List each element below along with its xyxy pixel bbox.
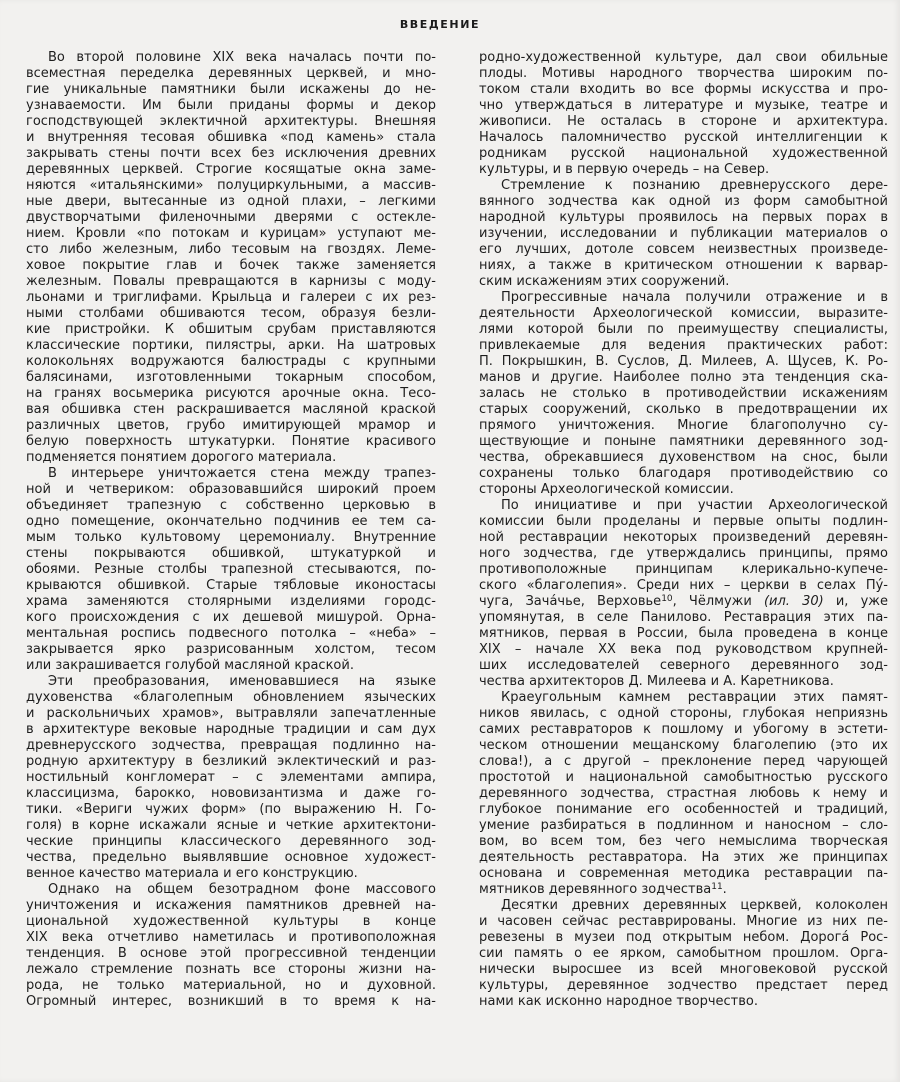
text-line — [26, 786, 436, 802]
text-line — [26, 738, 436, 754]
text-line — [479, 386, 888, 402]
text-run: током стали входить во все формы искусства и про- — [479, 82, 888, 97]
text-line — [479, 514, 888, 530]
text-line — [26, 850, 436, 866]
text-line — [479, 242, 888, 258]
text-line — [479, 930, 888, 946]
text-run: Однако на общем безотрадном фоне массового — [48, 882, 436, 897]
text-run: классицизма, барокко, нововизантизма и даже го- — [26, 786, 436, 801]
text-run: узнаваемости. Им были приданы формы и декор — [26, 98, 436, 113]
text-run: чества, обрекавшиеся духовенством на снос, были — [479, 450, 888, 465]
text-run: чно утверждаться в литературе и музыке, театре и — [479, 98, 888, 113]
text-line — [479, 658, 888, 674]
text-line — [26, 658, 436, 674]
text-line — [479, 466, 888, 482]
text-line — [479, 98, 888, 114]
text-line — [26, 978, 436, 994]
text-line — [26, 770, 436, 786]
text-run: тики. «Вериги чужих форм» (по выражению Н. Го- — [26, 802, 436, 817]
text-run: родно-художественной культуре, дал свои обильные — [479, 50, 888, 65]
text-run: Стремление к познанию древнерусского дере- — [501, 178, 888, 193]
text-line — [26, 98, 436, 114]
text-line — [26, 386, 436, 402]
text-run: живописи. Не осталась в стороне и архитектура. — [479, 114, 888, 129]
text-run: прямого уничтожения. Многие благополучно су- — [479, 418, 888, 433]
text-line — [26, 402, 436, 418]
text-line — [479, 610, 888, 626]
text-run: , Чёлмужи — [672, 594, 764, 609]
text-line — [479, 738, 888, 754]
text-run: вая обшивка стен раскрашивается масляной краской — [26, 402, 436, 417]
text-line — [26, 818, 436, 834]
text-run: Прогрессивные начала получили отражение и в — [501, 290, 888, 305]
text-run: культуры, деревянное зодчество предстает перед — [479, 978, 888, 993]
text-column-right — [479, 50, 888, 1010]
paragraph — [26, 466, 436, 674]
text-line — [26, 946, 436, 962]
text-line — [479, 962, 888, 978]
text-run: подменяется понятием дорогого материала. — [26, 450, 337, 465]
text-run: циональной художественной культуры в конце — [26, 914, 436, 929]
text-line — [26, 610, 436, 626]
text-run: всеместная переделка деревянных церквей, и мно- — [26, 66, 436, 81]
text-run: и внутренняя тесовая обшивка «под камень» стала — [26, 130, 436, 145]
text-run: ществующие и поныне памятники деревянного зод- — [479, 434, 888, 449]
text-line — [26, 962, 436, 978]
text-run: двустворчатыми филеночными дверями с остекле- — [26, 210, 436, 225]
text-run: ского «благолепия». Среди них – церкви в селах Пу́- — [479, 578, 888, 593]
text-line — [26, 162, 436, 178]
text-line — [26, 898, 436, 914]
text-line — [26, 82, 436, 98]
text-run: чуга, Зача́чье, Верховье — [479, 594, 662, 609]
text-line — [479, 370, 888, 386]
text-run: XIX – начале XX века под руководством крупней- — [479, 642, 888, 657]
text-line — [479, 50, 888, 66]
text-run: кого происхождения с их дешевой мишурой. Орна- — [26, 610, 436, 625]
text-run: различных цветов, грубо имитирующей мрамор и — [26, 418, 436, 433]
text-line — [26, 706, 436, 722]
text-run: мятников деревянного зодчества — [479, 882, 712, 897]
text-line — [479, 66, 888, 82]
text-line — [26, 178, 436, 194]
text-run: древнерусского зодчества, превращая подлинно на- — [26, 738, 436, 753]
text-run: крываются обшивкой. Старые тябловые иконостасы — [26, 578, 436, 593]
text-line — [479, 450, 888, 466]
text-run: ные двери, вытесанные из одной плахи, – легкими — [26, 194, 436, 209]
text-line — [479, 338, 888, 354]
text-run: ревезены в музеи под открытым небом. Дорога́ Рос- — [479, 930, 888, 945]
text-run: упомянутая, в селе Панилово. Реставрация этих па- — [479, 610, 888, 625]
text-run: закрывать стены почти всех без исключения древних — [26, 146, 436, 161]
text-run: мятников, первая в России, была проведена в конце — [479, 626, 888, 641]
text-line — [26, 242, 436, 258]
text-line — [26, 354, 436, 370]
footnote-reference: 10 — [661, 594, 673, 604]
text-run: ного зодчества, где утверждались принципы, прямо — [479, 546, 888, 561]
text-run: ной реставрации некоторых произведений деревян- — [479, 530, 888, 545]
text-line — [479, 146, 888, 162]
text-run: балясинами, изготовленными токарным способом, — [26, 370, 436, 385]
text-line — [26, 514, 436, 530]
text-line — [26, 290, 436, 306]
text-line — [479, 882, 888, 898]
text-line — [26, 914, 436, 930]
text-line — [479, 706, 888, 722]
text-line — [479, 82, 888, 98]
text-line — [26, 210, 436, 226]
footnote-reference: 11 — [711, 882, 723, 892]
text-line — [26, 418, 436, 434]
text-run: нически выросшее из всей многовековой русской — [479, 962, 888, 977]
text-line — [26, 130, 436, 146]
text-run: кие пристройки. К обшитым срубам приставляются — [26, 322, 436, 337]
text-run: родную архитектуру в безликий эклектический и раз- — [26, 754, 436, 769]
text-run: слова!), а с другой – преклонение перед чарующей — [479, 754, 888, 769]
text-run: его лучших, дотоле совсем неизвестных произведе- — [479, 242, 888, 257]
text-run: родникам русской национальной художественной — [479, 146, 888, 161]
text-line — [26, 66, 436, 82]
text-run: деятельность реставратора. На этих же принципах — [479, 850, 888, 865]
text-line — [479, 946, 888, 962]
text-run: XIX века отчетливо наметилась и противоположная — [26, 930, 436, 945]
text-line — [479, 194, 888, 210]
text-line — [479, 818, 888, 834]
text-run: Краеугольным камнем реставрации этих памят- — [501, 690, 888, 705]
text-run: уничтожения и искажения памятников древней на- — [26, 898, 436, 913]
text-run: Эти преобразования, именовавшиеся на языке — [48, 674, 436, 689]
paragraph — [479, 690, 888, 898]
text-run: ховое покрытие глав и бочек также заменяется — [26, 258, 436, 273]
text-run: храма заменяются столярными изделиями городс- — [26, 594, 436, 609]
text-run: народной культуры проявилось на первых порах в — [479, 210, 888, 225]
text-line — [26, 434, 436, 450]
text-run: сии память о ее ярком, самобытном прошлом. Орга- — [479, 946, 888, 961]
text-run: белую поверхность штукатурки. Понятие красивого — [26, 434, 436, 449]
text-line — [479, 914, 888, 930]
text-line — [26, 674, 436, 690]
text-line — [26, 530, 436, 546]
text-line — [26, 690, 436, 706]
text-line — [479, 498, 888, 514]
text-run: или закрашивается голубой масляной краской. — [26, 658, 354, 673]
text-run: деятельности Археологической комиссии, выразите- — [479, 306, 888, 321]
text-line — [479, 978, 888, 994]
text-run: По инициативе и при участии Археологической — [501, 498, 888, 513]
text-run: ников явилась, с одной стороны, глубокая неприязнь — [479, 706, 888, 721]
text-run: манов и другие. Наиболее полно эта тенденция ска- — [479, 370, 888, 385]
text-run: обоями. Резные столбы трапезной стесываются, по- — [26, 562, 436, 577]
paragraph — [26, 674, 436, 882]
paragraph — [26, 50, 436, 466]
text-run: ными столбами обшиваются тесом, образуя безли- — [26, 306, 436, 321]
text-line — [479, 354, 888, 370]
text-run: классические портики, пилястры, арки. На шатровых — [26, 338, 436, 353]
text-run: няются «итальянскими» полуциркульными, а массив- — [26, 178, 436, 193]
paragraph — [26, 882, 436, 1010]
text-line — [26, 370, 436, 386]
text-line — [479, 898, 888, 914]
text-column-left — [26, 50, 436, 1010]
text-line — [26, 322, 436, 338]
text-run: чества архитекторов Д. Милеева и А. Каретникова. — [479, 674, 834, 689]
text-line — [26, 306, 436, 322]
text-line — [479, 690, 888, 706]
text-line — [26, 274, 436, 290]
text-line — [26, 578, 436, 594]
text-run: привлекаемые для ведения практических работ: — [479, 338, 888, 353]
text-line — [26, 866, 436, 882]
text-line — [26, 754, 436, 770]
text-line — [26, 722, 436, 738]
text-run: колокольнях водружаются балюстрады с крупными — [26, 354, 436, 369]
text-line — [479, 866, 888, 882]
text-run: железным. Повалы превращаются в карнизы с моду- — [26, 274, 436, 289]
text-run: сто либо железным, либо тесовым на гвоздях. Леме- — [26, 242, 436, 257]
paragraph — [479, 898, 888, 1010]
text-line — [26, 226, 436, 242]
text-line — [479, 626, 888, 642]
text-run: лями которой были по преимуществу специалисты, — [479, 322, 888, 337]
text-line — [26, 802, 436, 818]
text-line — [479, 850, 888, 866]
text-run: господствующей эклектичной архитектуры. Внешняя — [26, 114, 436, 129]
text-run: В интерьере уничтожается стена между трапез- — [48, 466, 436, 481]
text-run: . — [722, 882, 727, 897]
paragraph — [479, 498, 888, 690]
text-line — [26, 882, 436, 898]
text-run: духовенства «благолепным обновлением языческих — [26, 690, 436, 705]
text-run: ших исследователей северного деревянного зод- — [479, 658, 888, 673]
text-run: в архитектуре вековые народные традиции и сам дух — [26, 722, 436, 737]
text-run: деревянного зодчества, страстная любовь к нему и — [479, 786, 888, 801]
text-line — [26, 994, 436, 1010]
text-line — [26, 546, 436, 562]
text-line — [479, 130, 888, 146]
page-title: ВВЕДЕНИЕ — [399, 18, 481, 31]
text-line — [479, 226, 888, 242]
text-line — [479, 562, 888, 578]
text-line — [26, 338, 436, 354]
text-run: и, уже — [823, 594, 888, 609]
text-run: вянного зодчества как одной из форм самобытной — [479, 194, 888, 209]
text-run: нами как исконно народное творчество. — [479, 994, 758, 1009]
text-run: объединяет трапезную с собственно церковью в — [26, 498, 436, 513]
text-line — [26, 642, 436, 658]
text-run: ной и четвериком: образовавшийся широкий проем — [26, 482, 436, 497]
text-run: стороны Археологической комиссии. — [479, 482, 734, 497]
text-line — [479, 770, 888, 786]
text-run: и раскольничьих храмов», вытравляли запечатленные — [26, 706, 436, 721]
text-run: ниях, а также в критическом отношении к варвар- — [479, 258, 888, 273]
text-run: ностильный конгломерат – с элементами ампира, — [26, 770, 436, 785]
text-run: культуры, и в первую очередь – на Север. — [479, 162, 770, 177]
text-line — [479, 994, 888, 1010]
text-line — [479, 162, 888, 178]
text-line — [26, 834, 436, 850]
text-line — [479, 114, 888, 130]
text-run: нием. Кровли «по потокам и курицам» уступают ме- — [26, 226, 436, 241]
text-line — [479, 306, 888, 322]
text-run: ментальная роспись подвесного потолка – «неба» – — [26, 626, 436, 641]
text-run: одно помещение, окончательно подчинив ее тем са- — [26, 514, 436, 529]
text-run: залась не столько в противодействии искажениям — [479, 386, 888, 401]
text-run: плоды. Мотивы народного творчества широким по- — [479, 66, 888, 81]
text-run: основана и современная методика реставрации па- — [479, 866, 888, 881]
text-run: голя) в корне искажали ясные и четкие архитектони- — [26, 818, 436, 833]
text-run: стены покрываются обшивкой, штукатуркой и — [26, 546, 436, 561]
text-line — [26, 450, 436, 466]
text-run: и часовен сейчас реставрированы. Многие из них пе- — [479, 914, 888, 929]
text-line — [479, 418, 888, 434]
text-run: тенденция. В основе этой прогрессивной тенденции — [26, 946, 436, 961]
text-line — [479, 546, 888, 562]
paragraph — [479, 50, 888, 178]
text-run: чества, предельно выявлявшие основное художест- — [26, 850, 436, 865]
text-run: противоположные принципам клерикально-купече- — [479, 562, 888, 577]
text-run: льонами и триглифами. Крыльца и галереи с их рез- — [26, 290, 436, 305]
text-line — [26, 498, 436, 514]
text-run: ческие принципы классического деревянного зод- — [26, 834, 436, 849]
text-run: рода, не только материальной, но и духовной. — [26, 978, 436, 993]
text-run: Во второй половине XIX века началась почти по- — [48, 50, 436, 65]
text-line — [26, 930, 436, 946]
text-line — [26, 594, 436, 610]
text-run: Огромный интерес, возникший в то время к на- — [26, 994, 436, 1009]
text-line — [479, 802, 888, 818]
text-line — [479, 722, 888, 738]
text-line — [479, 482, 888, 498]
text-line — [479, 290, 888, 306]
text-run: венное качество материала и его конструкцию. — [26, 866, 358, 881]
text-line — [479, 402, 888, 418]
text-run: мым только культовому церемониалу. Внутренние — [26, 530, 436, 545]
text-run: изучении, исследовании и публикации материалов о — [479, 226, 888, 241]
text-run: деревянных церквей. Строгие косящатые окна заме- — [26, 162, 436, 177]
text-line — [26, 194, 436, 210]
text-run: лежало стремление познать все стороны жизни на- — [26, 962, 436, 977]
paragraph — [479, 178, 888, 290]
text-line — [26, 146, 436, 162]
text-run: Началось паломничество русской интеллигенции к — [479, 130, 888, 145]
text-run: на гранях восьмерика рисуются арочные окна. Тесо- — [26, 386, 436, 401]
text-line — [479, 754, 888, 770]
text-run: старых сооружений, сколько в предотвращении их — [479, 402, 888, 417]
text-run: простотой и национальной самобытностью русского — [479, 770, 888, 785]
text-line — [26, 626, 436, 642]
text-run: сохранены только благодаря противодействию со — [479, 466, 888, 481]
text-run: глубокое понимание его особенностей и традиций, — [479, 802, 888, 817]
text-line — [26, 50, 436, 66]
text-line — [479, 322, 888, 338]
text-line — [26, 258, 436, 274]
text-line — [479, 674, 888, 690]
text-line — [479, 258, 888, 274]
text-line — [479, 642, 888, 658]
text-line — [479, 530, 888, 546]
text-line — [479, 210, 888, 226]
text-run: гие уникальные памятники были искажены до не- — [26, 82, 436, 97]
text-run: умение разбираться в подлинном и наносном – сло- — [479, 818, 888, 833]
text-run: ческом отношении мещанскому благолепию (это их — [479, 738, 888, 753]
illustration-reference: (ил. 30) — [763, 594, 824, 609]
text-line — [479, 786, 888, 802]
text-line — [479, 434, 888, 450]
text-line — [26, 482, 436, 498]
text-run: закрывается ярко разрисованным холстом, тесом — [26, 642, 436, 657]
text-line — [26, 114, 436, 130]
text-run: вом, во всем том, без чего немыслима творческая — [479, 834, 888, 849]
text-line — [26, 466, 436, 482]
text-run: Десятки древних деревянных церквей, колоколен — [501, 898, 888, 913]
paragraph — [479, 290, 888, 498]
text-run: ским искажениям этих сооружений. — [479, 274, 730, 289]
text-line — [479, 274, 888, 290]
text-line — [479, 834, 888, 850]
text-line — [479, 178, 888, 194]
text-line — [26, 562, 436, 578]
text-run: самих реставраторов к пошлому и убогому в эстети- — [479, 722, 888, 737]
text-run: П. Покрышкин, В. Суслов, Д. Милеев, А. Щусев, К. Ро- — [479, 354, 888, 369]
text-run: комиссии были проделаны и первые опыты подлин- — [479, 514, 888, 529]
text-line — [479, 594, 888, 610]
text-line — [479, 578, 888, 594]
